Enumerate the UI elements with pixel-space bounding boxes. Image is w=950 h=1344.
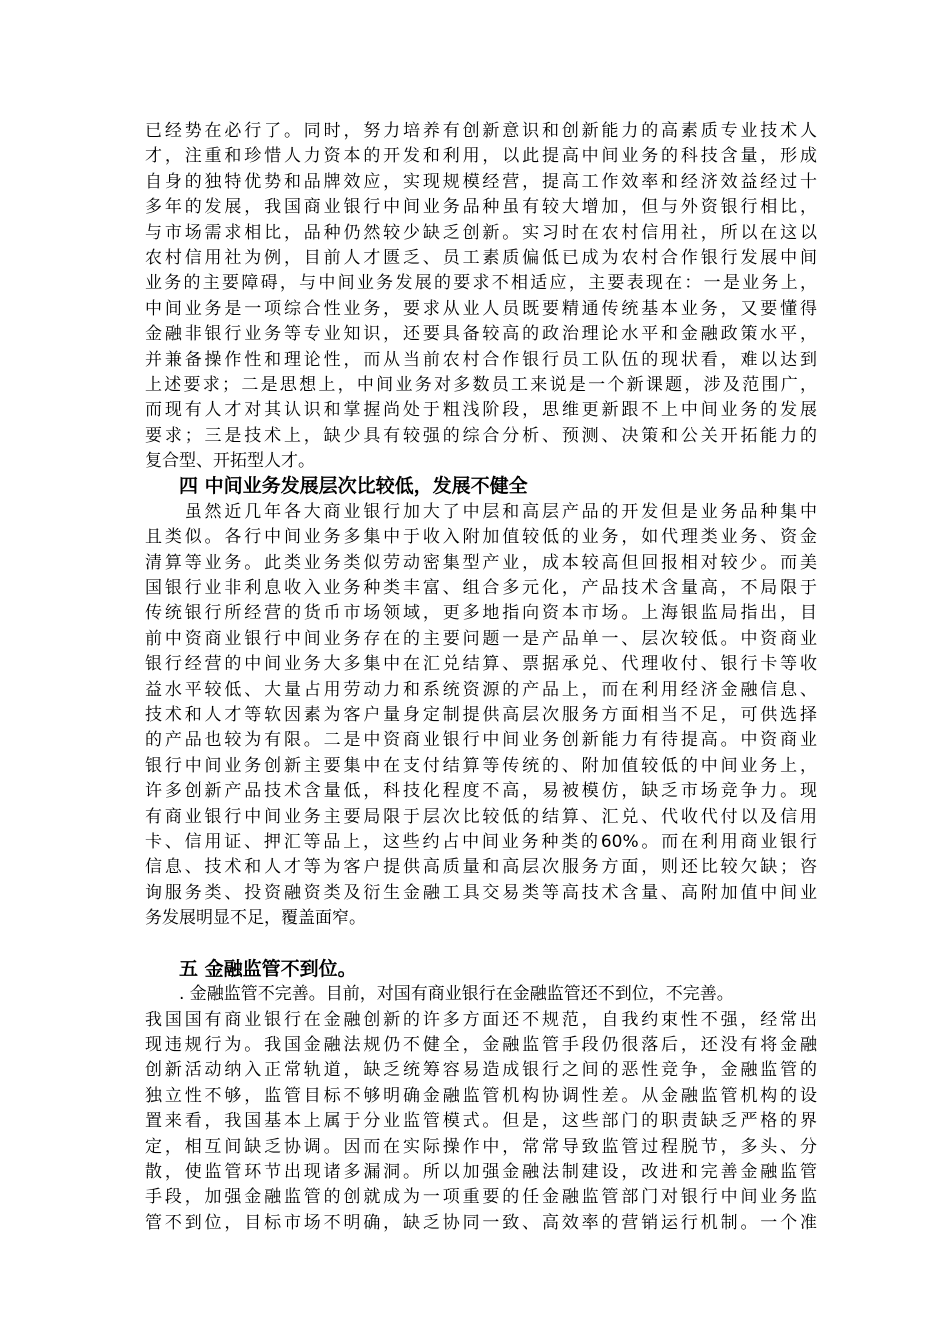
text-line: 技术和人才等软因素为客户量身定制提供高层次服务方面相当不足，可供选择 [145,704,817,725]
text-line: 有商业银行中间业务主要局限于层次比较低的结算、汇兑、代收代付以及信用 [145,806,817,827]
text-line: 独立性不够，监管目标不够明确金融监管机构协调性差。从金融监管机构的设 [145,1085,817,1106]
text-line: 银行中间业务创新主要集中在支付结算等传统的、附加值较低的中间业务上， [145,755,817,776]
text-line: 卡、信用证、押汇等品上，这些约占中间业务种类的60%。而在利用商业银行 [145,831,817,852]
text-line: 传统银行所经营的货币市场领域，更多地指向资本市场。上海银监局指出，目 [145,603,817,624]
text-line: 业务的主要障碍，与中间业务发展的要求不相适应，主要表现在：一是业务上， [145,273,817,294]
text-line: 而现有人才对其认识和掌握尚处于粗浅阶段，思维更新跟不上中间业务的发展 [145,400,817,421]
text-line: 上述要求；二是思想上，中间业务对多数员工来说是一个新课题，涉及范围广， [145,374,817,395]
section-five-paragraph [145,982,817,1236]
text-line: 信息、技术和人才等为客户提供高质量和高层次服务方面，则还比较欠缺；咨 [145,857,817,878]
text-line: 多年的发展，我国商业银行中间业务品种虽有较大增加，但与外资银行相比， [145,197,817,218]
text-line: 散，使监管环节出现诸多漏洞。所以加强金融法制建设，改进和完善金融监管 [145,1162,817,1183]
text-line: 现违规行为。我国金融法规仍不健全，金融监管手段仍很落后，还没有将金融 [145,1035,817,1056]
text-line: 置来看，我国基本上属于分业监管模式。但是，这些部门的职责缺乏严格的界 [145,1111,817,1132]
text-line: 的产品也较为有限。二是中资商业银行中间业务创新能力有待提高。中资商业 [145,730,817,751]
text-line: 务发展明显不足，覆盖面窄。 [145,908,366,929]
text-line: 国银行业非利息收入业务种类丰富、组合多元化，产品技术含量高，不局限于 [145,578,817,599]
text-line: 询服务类、投资融资类及衍生金融工具交易类等高技术含量、高附加值中间业 [145,882,817,903]
text-line: 并兼备操作性和理论性，而从当前农村合作银行员工队伍的现状看，难以达到 [145,349,817,370]
text-line: 复合型、开拓型人才。 [145,451,315,472]
section-five-heading: 五 金融监管不到位。 [179,957,357,980]
section-four-heading: 四 中间业务发展层次比较低，发展不健全 [179,475,528,498]
text-line: 定，相互间缺乏协调。因而在实际操作中，常常导致监管过程脱节，多头、分 [145,1136,817,1157]
text-line: 我国国有商业银行在金融创新的许多方面还不规范，自我约束性不强，经常出 [145,1009,817,1030]
text-line: 许多创新产品技术含量低，科技化程度不高，易被模仿，缺乏市场竞争力。现 [145,781,817,802]
text-line: 与市场需求相比，品种仍然较少缺乏创新。实习时在农村信用社，所以在这以 [145,222,817,243]
intro-paragraph [145,119,817,474]
text-line: 才，注重和珍惜人力资本的开发和利用，以此提高中间业务的科技含量，形成 [145,146,817,167]
text-line: 且类似。各行中间业务多集中于收入附加值较低的业务，如代理类业务、资金 [145,527,817,548]
document-page [145,119,817,1236]
text-line: 自身的独特优势和品牌效应，实现规模经营，提高工作效率和经济效益经过十 [145,171,817,192]
text-line: 农村信用社为例，目前人才匮乏、员工素质偏低已成为农村合作银行发展中间 [145,247,817,268]
text-line: 虽然近几年各大商业银行加大了中层和高层产品的开发但是业务品种集中 [145,501,817,522]
text-line: 中间业务是一项综合性业务，要求从业人员既要精通传统基本业务，又要懂得 [145,298,817,319]
text-line: 要求；三是技术上，缺少具有较强的综合分析、预测、决策和公关开拓能力的 [145,425,817,446]
paragraph-spacer [145,932,817,957]
text-line: 前中资商业银行中间业务存在的主要问题一是产品单一、层次较低。中资商业 [145,628,817,649]
text-line: 清算等业务。此类业务类似劳动密集型产业，成本较高但回报相对较少。而美 [145,552,817,573]
text-line: 益水平较低、大量占用劳动力和系统资源的产品上，而在利用经济金融信息、 [145,679,817,700]
section-four-paragraph [145,500,817,932]
text-line: . 金融监管不完善。目前，对国有商业银行在金融监管还不到位，不完善。 [145,984,734,1005]
text-line: 金融非银行业务等专业知识，还要具备较高的政治理论水平和金融政策水平， [145,324,817,345]
text-line: 创新活动纳入正常轨道，缺乏统筹容易造成银行之间的恶性竞争，金融监管的 [145,1060,817,1081]
text-line: 银行经营的中间业务大多集中在汇兑结算、票据承兑、代理收付、银行卡等收 [145,654,817,675]
text-line: 已经势在必行了。同时，努力培养有创新意识和创新能力的高素质专业技术人 [145,121,817,141]
text-line: 手段，加强金融监管的创就成为一项重要的任金融监管部门对银行中间业务监 [145,1187,817,1208]
text-line: 管不到位，目标市场不明确，缺乏协同一致、高效率的营销运行机制。一个准 [145,1212,817,1233]
